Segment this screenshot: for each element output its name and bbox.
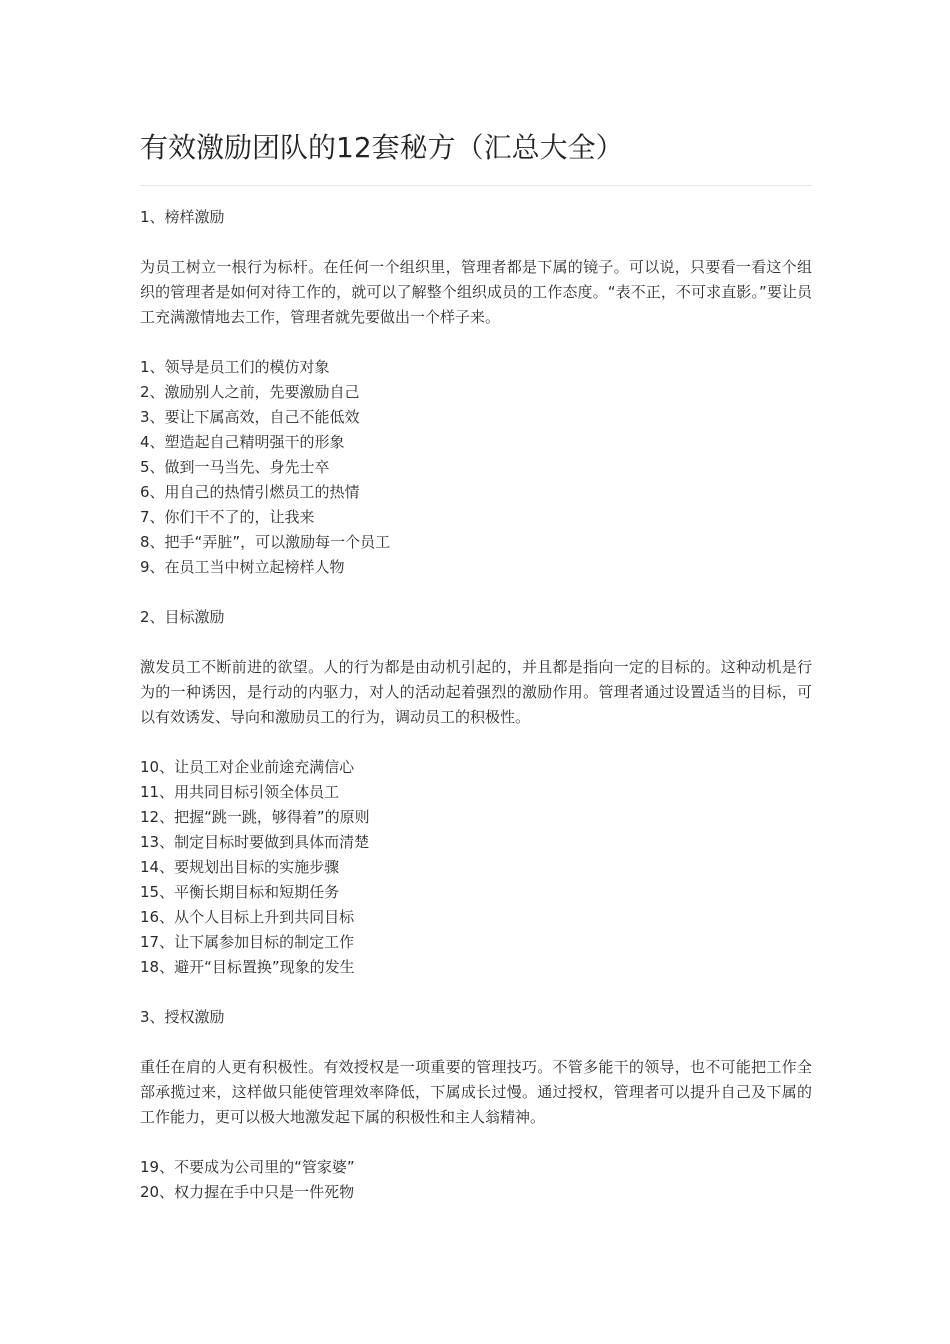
list-item: 7、你们干不了的，让我来 [140,508,315,526]
tips-list [140,755,812,980]
list-item: 8、把手“弄脏”，可以激励每一个员工 [140,533,391,551]
list-item: 14、要规划出目标的实施步骤 [140,858,340,876]
list-item: 2、激励别人之前，先要激励自己 [140,383,360,401]
section-role-model-motivation [140,205,812,580]
list-item: 5、做到一马当先、身先士卒 [140,458,330,476]
list-item: 11、用共同目标引领全体员工 [140,783,340,801]
list-item: 3、要让下属高效，自己不能低效 [140,408,360,426]
document-title: 有效激励团队的12套秘方（汇总大全） [140,131,624,164]
title-divider [140,185,812,186]
tips-list [140,355,812,580]
list-item: 15、平衡长期目标和短期任务 [140,883,340,901]
list-item: 6、用自己的热情引燃员工的热情 [140,483,360,501]
section-heading: 2、目标激励 [140,608,225,626]
tips-list [140,1155,812,1205]
list-item: 16、从个人目标上升到共同目标 [140,908,355,926]
list-item: 9、在员工当中树立起榜样人物 [140,558,345,576]
list-item: 17、让下属参加目标的制定工作 [140,933,355,951]
list-item: 19、不要成为公司里的“管家婆” [140,1158,355,1176]
list-item: 20、权力握在手中只是一件死物 [140,1183,355,1201]
section-heading: 1、榜样激励 [140,208,225,226]
document-content [140,205,812,1230]
section-heading: 3、授权激励 [140,1008,225,1026]
list-item: 12、把握“跳一跳，够得着”的原则 [140,808,370,826]
list-item: 10、让员工对企业前途充满信心 [140,758,355,776]
list-item: 18、避开“目标置换”现象的发生 [140,958,355,976]
section-paragraph: 为员工树立一根行为标杆。在任何一个组织里，管理者都是下属的镜子。可以说，只要看一看这个组织的管理者是如何对待工作的，就可以了解整个组织成员的工作态度。“表不正，不可求直影。”要让员工充满激情地去工作，管理者就先要做出一个样子来。 [140,258,812,326]
list-item: 1、领导是员工们的模仿对象 [140,358,330,376]
section-paragraph: 激发员工不断前进的欲望。人的行为都是由动机引起的，并且都是指向一定的目标的。这种动机是行为的一种诱因，是行动的内驱力，对人的活动起着强烈的激励作用。管理者通过设置适当的目标，可以有效诱发、导向和激励员工的行为，调动员工的积极性。 [140,658,812,726]
section-delegation-motivation [140,1005,812,1205]
section-goal-motivation [140,605,812,980]
section-paragraph: 重任在肩的人更有积极性。有效授权是一项重要的管理技巧。不管多能干的领导，也不可能把工作全部承揽过来，这样做只能使管理效率降低，下属成长过慢。通过授权，管理者可以提升自己及下属的工作能力，更可以极大地激发起下属的积极性和主人翁精神。 [140,1058,812,1126]
list-item: 4、塑造起自己精明强干的形象 [140,433,345,451]
list-item: 13、制定目标时要做到具体而清楚 [140,833,370,851]
